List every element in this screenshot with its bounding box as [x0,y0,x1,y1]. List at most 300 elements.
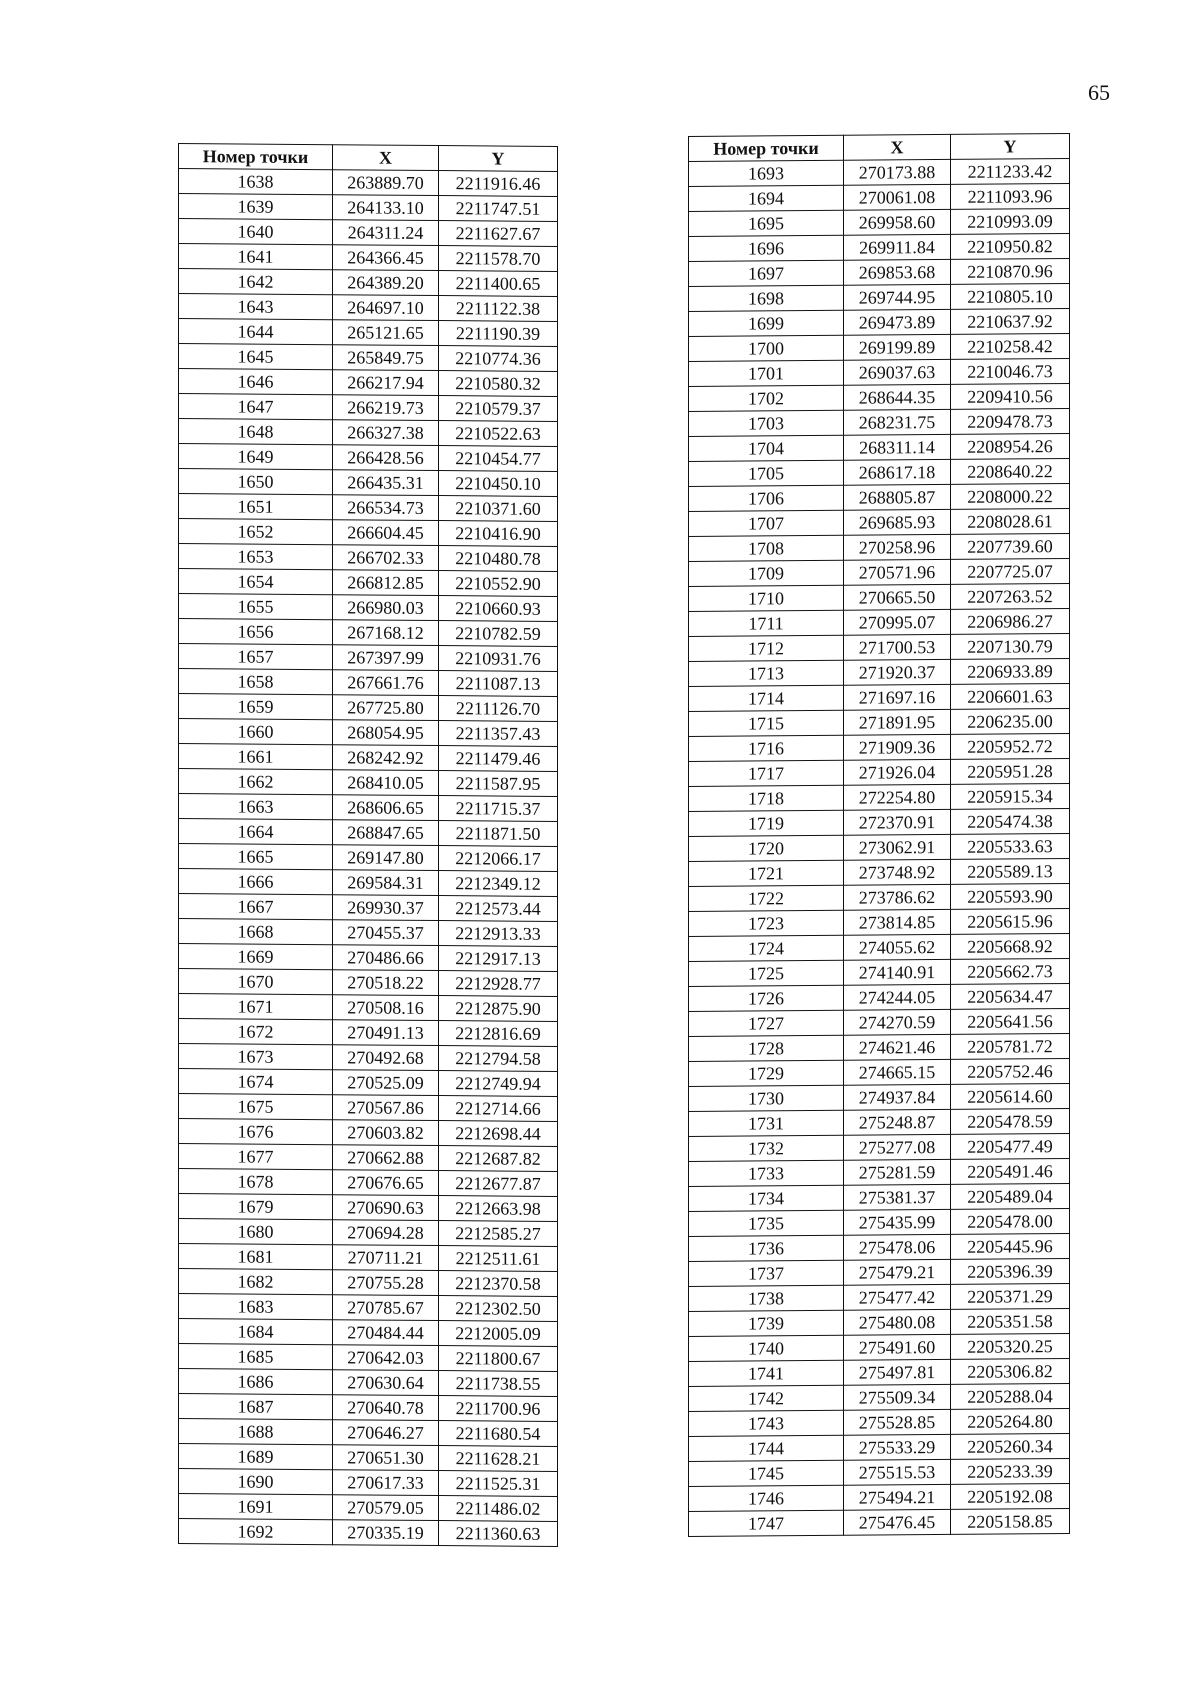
table-row [689,1309,1070,1337]
point-number-cell: 1708 [689,535,844,561]
point-number-cell: 1722 [689,885,844,911]
x-cell: 274621.46 [844,1034,951,1060]
point-number-cell: 1639 [179,194,333,220]
x-cell: 275281.59 [844,1159,951,1185]
y-cell: 2212714.66 [439,1096,558,1122]
table-row [689,1459,1070,1487]
table-row [689,1134,1070,1162]
table-row [689,209,1070,237]
y-cell: 2210450.10 [439,471,558,497]
table-row [689,584,1070,612]
point-number-cell: 1718 [689,785,844,811]
table-row [179,869,558,897]
x-cell: 271926.04 [844,759,951,785]
x-cell: 266980.03 [333,595,439,621]
y-cell: 2210993.09 [951,209,1070,235]
table-row [689,759,1070,787]
point-number-cell: 1697 [689,260,844,286]
table-row [689,634,1070,662]
point-number-cell: 1731 [689,1110,844,1136]
point-number-cell: 1726 [689,985,844,1011]
x-cell: 265121.65 [333,320,439,346]
table-row [179,1519,558,1547]
x-cell: 273062.91 [844,834,951,860]
table-header-row [689,134,1070,162]
y-cell: 2205478.59 [951,1109,1070,1135]
table-row [179,844,558,872]
table-row [179,544,558,572]
point-number-cell: 1650 [179,469,333,495]
y-cell: 2205662.73 [951,959,1070,985]
table-row [179,469,558,497]
table-row [689,1484,1070,1512]
y-cell: 2212066.17 [439,846,558,872]
point-number-cell: 1735 [689,1210,844,1236]
y-cell: 2205445.96 [951,1234,1070,1260]
x-cell: 263889.70 [333,170,439,196]
y-cell: 2211479.46 [439,746,558,772]
point-number-cell: 1714 [689,685,844,711]
y-cell: 2205192.08 [951,1484,1070,1510]
y-cell: 2211357.43 [439,721,558,747]
point-number-cell: 1652 [179,519,333,545]
table-row [179,369,558,397]
table-row [689,1334,1070,1362]
y-cell: 2211190.39 [439,321,558,347]
x-cell: 270061.08 [844,184,951,210]
y-cell: 2211087.13 [439,671,558,697]
point-number-cell: 1674 [179,1069,333,1095]
table-row [179,1244,558,1272]
x-cell: 270173.88 [844,159,951,185]
y-cell: 2207725.07 [951,559,1070,585]
y-cell: 2212794.58 [439,1046,558,1072]
x-cell: 270491.13 [333,1020,439,1046]
table-row [179,1144,558,1172]
table-row [179,669,558,697]
y-cell: 2212698.44 [439,1121,558,1147]
point-number-cell: 1681 [179,1244,333,1270]
table-row [179,1319,558,1347]
y-cell: 2211400.65 [439,271,558,297]
y-cell: 2210637.92 [951,309,1070,335]
point-number-cell: 1719 [689,810,844,836]
point-number-cell: 1676 [179,1119,333,1145]
point-number-cell: 1736 [689,1235,844,1261]
table-row [179,1494,558,1522]
y-cell: 2205952.72 [951,734,1070,760]
x-cell: 275494.21 [844,1484,951,1510]
point-number-cell: 1660 [179,719,333,745]
table-row [689,509,1070,537]
table-row [689,834,1070,862]
x-cell: 268805.87 [844,484,951,510]
x-cell: 275476.45 [844,1509,951,1535]
y-cell: 2211587.95 [439,771,558,797]
point-number-cell: 1653 [179,544,333,570]
y-cell: 2211578.70 [439,246,558,272]
point-number-cell: 1655 [179,594,333,620]
point-number-cell: 1643 [179,294,333,320]
table-row [689,1159,1070,1187]
table-row [689,809,1070,837]
y-cell: 2210416.90 [439,521,558,547]
y-cell: 2205306.82 [951,1359,1070,1385]
header-x: X [333,145,439,171]
x-cell: 270579.05 [333,1495,439,1521]
point-number-cell: 1665 [179,844,333,870]
table-row [179,344,558,372]
point-number-cell: 1683 [179,1294,333,1320]
table-row [179,969,558,997]
point-number-cell: 1741 [689,1360,844,1386]
point-number-cell: 1672 [179,1019,333,1045]
table-row [179,1444,558,1472]
table-row [689,734,1070,762]
point-number-cell: 1712 [689,635,844,661]
x-cell: 271700.53 [844,634,951,660]
x-cell: 269853.68 [844,259,951,285]
x-cell: 274244.05 [844,984,951,1010]
point-number-cell: 1649 [179,444,333,470]
table-row [689,1284,1070,1312]
y-cell: 2212928.77 [439,971,558,997]
header-point-number: Номер точки [179,144,333,170]
x-cell: 270525.09 [333,1070,439,1096]
point-number-cell: 1647 [179,394,333,420]
table-row [689,1509,1070,1537]
table-row [179,644,558,672]
table-row [179,1394,558,1422]
x-cell: 268311.14 [844,434,951,460]
y-cell: 2205951.28 [951,759,1070,785]
x-cell: 271920.37 [844,659,951,685]
point-number-cell: 1728 [689,1035,844,1061]
point-number-cell: 1734 [689,1185,844,1211]
point-number-cell: 1664 [179,819,333,845]
y-cell: 2205371.29 [951,1284,1070,1310]
table-row [179,219,558,247]
point-number-cell: 1678 [179,1169,333,1195]
table-row [179,194,558,222]
y-cell: 2208640.22 [951,459,1070,485]
point-number-cell: 1671 [179,994,333,1020]
x-cell: 275277.08 [844,1134,951,1160]
x-cell: 267168.12 [333,620,439,646]
point-number-cell: 1702 [689,385,844,411]
y-cell: 2212349.12 [439,871,558,897]
x-cell: 266604.45 [333,520,439,546]
x-cell: 264366.45 [333,245,439,271]
table-row [689,909,1070,937]
y-cell: 2212917.13 [439,946,558,972]
table-row [689,984,1070,1012]
header-point-number: Номер точки [689,135,844,161]
table-row [179,1069,558,1097]
x-cell: 269037.63 [844,359,951,385]
point-number-cell: 1656 [179,619,333,645]
point-number-cell: 1705 [689,460,844,486]
y-cell: 2205915.34 [951,784,1070,810]
y-cell: 2206933.89 [951,659,1070,685]
table-body-right [689,159,1070,1537]
table-row [689,234,1070,262]
table-row [689,1034,1070,1062]
point-number-cell: 1704 [689,435,844,461]
point-number-cell: 1659 [179,694,333,720]
x-cell: 270785.67 [333,1295,439,1321]
table-row [689,934,1070,962]
x-cell: 274937.84 [844,1084,951,1110]
y-cell: 2210931.76 [439,646,558,672]
coordinates-table-left [178,143,558,1547]
y-cell: 2205533.63 [951,834,1070,860]
x-cell: 270676.65 [333,1170,439,1196]
y-cell: 2205641.56 [951,1009,1070,1035]
point-number-cell: 1666 [179,869,333,895]
table-row [689,309,1070,337]
y-cell: 2210782.59 [439,621,558,647]
y-cell: 2212749.94 [439,1071,558,1097]
x-cell: 268231.75 [844,409,951,435]
point-number-cell: 1686 [179,1369,333,1395]
point-number-cell: 1713 [689,660,844,686]
point-number-cell: 1667 [179,894,333,920]
point-number-cell: 1645 [179,344,333,370]
point-number-cell: 1711 [689,610,844,636]
point-number-cell: 1707 [689,510,844,536]
point-number-cell: 1706 [689,485,844,511]
y-cell: 2211360.63 [439,1521,558,1547]
point-number-cell: 1677 [179,1144,333,1170]
table-row [689,534,1070,562]
table-row [689,609,1070,637]
point-number-cell: 1673 [179,1044,333,1070]
x-cell: 268410.05 [333,770,439,796]
table-row [689,384,1070,412]
table-row [179,319,558,347]
x-cell: 275477.42 [844,1284,951,1310]
table-row [179,1344,558,1372]
table-row [689,709,1070,737]
table-row [179,1294,558,1322]
point-number-cell: 1680 [179,1219,333,1245]
x-cell: 275533.29 [844,1434,951,1460]
x-cell: 270690.63 [333,1195,439,1221]
y-cell: 2210660.93 [439,596,558,622]
table-row [689,1084,1070,1112]
point-number-cell: 1723 [689,910,844,936]
point-number-cell: 1716 [689,735,844,761]
x-cell: 275509.34 [844,1384,951,1410]
x-cell: 275497.81 [844,1359,951,1385]
y-cell: 2210870.96 [951,259,1070,285]
y-cell: 2212875.90 [439,996,558,1022]
table-row [179,244,558,272]
x-cell: 270484.44 [333,1320,439,1346]
y-cell: 2209410.56 [951,384,1070,410]
y-cell: 2205615.96 [951,909,1070,935]
point-number-cell: 1703 [689,410,844,436]
y-cell: 2205489.04 [951,1184,1070,1210]
x-cell: 270694.28 [333,1220,439,1246]
table-row [179,944,558,972]
table-row [179,444,558,472]
point-number-cell: 1701 [689,360,844,386]
x-cell: 275480.08 [844,1309,951,1335]
y-cell: 2211525.31 [439,1471,558,1497]
x-cell: 275435.99 [844,1209,951,1235]
point-number-cell: 1725 [689,960,844,986]
coordinates-table-right [688,133,1070,1537]
x-cell: 269584.31 [333,870,439,896]
table-row [689,284,1070,312]
point-number-cell: 1682 [179,1269,333,1295]
table-row [689,784,1070,812]
point-number-cell: 1729 [689,1060,844,1086]
table-row [179,1369,558,1397]
x-cell: 269911.84 [844,234,951,260]
table-row [179,1469,558,1497]
table-row [179,769,558,797]
y-cell: 2205781.72 [951,1034,1070,1060]
point-number-cell: 1675 [179,1094,333,1120]
y-cell: 2212573.44 [439,896,558,922]
x-cell: 275515.53 [844,1459,951,1485]
x-cell: 273814.85 [844,909,951,935]
x-cell: 266534.73 [333,495,439,521]
x-cell: 270640.78 [333,1395,439,1421]
point-number-cell: 1694 [689,185,844,211]
x-cell: 270665.50 [844,584,951,610]
y-cell: 2212585.27 [439,1221,558,1247]
x-cell: 264697.10 [333,295,439,321]
table-row [689,1209,1070,1237]
y-cell: 2212816.69 [439,1021,558,1047]
table-row [179,394,558,422]
y-cell: 2211700.96 [439,1396,558,1422]
y-cell: 2211122.38 [439,296,558,322]
y-cell: 2205351.58 [951,1309,1070,1335]
table-row [179,1169,558,1197]
y-cell: 2205264.80 [951,1409,1070,1435]
x-cell: 270617.33 [333,1470,439,1496]
y-cell: 2211233.42 [951,159,1070,185]
table-row [179,719,558,747]
y-cell: 2210522.63 [439,421,558,447]
point-number-cell: 1740 [689,1335,844,1361]
y-cell: 2211715.37 [439,796,558,822]
y-cell: 2211126.70 [439,696,558,722]
x-cell: 268606.65 [333,795,439,821]
x-cell: 266702.33 [333,545,439,571]
x-cell: 275491.60 [844,1334,951,1360]
point-number-cell: 1692 [179,1519,333,1545]
table-row [689,1234,1070,1262]
table-row [179,519,558,547]
y-cell: 2205396.39 [951,1259,1070,1285]
y-cell: 2211738.55 [439,1371,558,1397]
table-row [689,484,1070,512]
point-number-cell: 1646 [179,369,333,395]
x-cell: 272370.91 [844,809,951,835]
table-row [179,1219,558,1247]
point-number-cell: 1663 [179,794,333,820]
point-number-cell: 1640 [179,219,333,245]
x-cell: 275248.87 [844,1109,951,1135]
table-row [179,1019,558,1047]
y-cell: 2206235.00 [951,709,1070,735]
x-cell: 270651.30 [333,1445,439,1471]
y-cell: 2205233.39 [951,1459,1070,1485]
table-row [179,794,558,822]
point-number-cell: 1733 [689,1160,844,1186]
point-number-cell: 1661 [179,744,333,770]
y-cell: 2206601.63 [951,684,1070,710]
y-cell: 2205752.46 [951,1059,1070,1085]
point-number-cell: 1691 [179,1494,333,1520]
table-row [689,859,1070,887]
y-cell: 2210805.10 [951,284,1070,310]
x-cell: 268054.95 [333,720,439,746]
table-row [689,684,1070,712]
table-row [689,884,1070,912]
x-cell: 269685.93 [844,509,951,535]
table-row [689,1009,1070,1037]
table-row [689,1059,1070,1087]
point-number-cell: 1648 [179,419,333,445]
point-number-cell: 1638 [179,169,333,195]
y-cell: 2211916.46 [439,171,558,197]
point-number-cell: 1739 [689,1310,844,1336]
x-cell: 264133.10 [333,195,439,221]
x-cell: 269147.80 [333,845,439,871]
x-cell: 270518.22 [333,970,439,996]
table-row [179,694,558,722]
header-y: Y [951,134,1070,160]
table-row [689,1359,1070,1387]
y-cell: 2210579.37 [439,396,558,422]
point-number-cell: 1644 [179,319,333,345]
y-cell: 2208000.22 [951,484,1070,510]
y-cell: 2210480.78 [439,546,558,572]
y-cell: 2212663.98 [439,1196,558,1222]
y-cell: 2212677.87 [439,1171,558,1197]
x-cell: 270662.88 [333,1145,439,1171]
point-number-cell: 1738 [689,1285,844,1311]
x-cell: 268847.65 [333,820,439,846]
x-cell: 266428.56 [333,445,439,471]
x-cell: 275478.06 [844,1234,951,1260]
table-row [689,1184,1070,1212]
y-cell: 2211093.96 [951,184,1070,210]
x-cell: 265849.75 [333,345,439,371]
y-cell: 2205477.49 [951,1134,1070,1160]
table-row [689,1409,1070,1437]
table-row [179,594,558,622]
point-number-cell: 1669 [179,944,333,970]
x-cell: 272254.80 [844,784,951,810]
y-cell: 2212687.82 [439,1146,558,1172]
x-cell: 266812.85 [333,570,439,596]
point-number-cell: 1727 [689,1010,844,1036]
table-row [179,169,558,197]
y-cell: 2205320.25 [951,1334,1070,1360]
y-cell: 2212511.61 [439,1246,558,1272]
table-row [179,1419,558,1447]
point-number-cell: 1651 [179,494,333,520]
x-cell: 270571.96 [844,559,951,585]
